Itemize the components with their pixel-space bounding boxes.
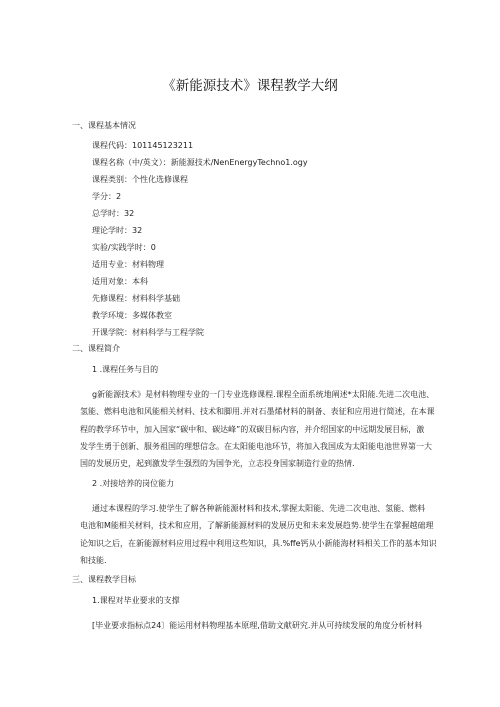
info-college: 开课学院：材料科学与工程学院: [92, 328, 204, 337]
paragraph-line: g新能源技术》是材料物理专业的一门专业选修课程.课程全面系统地阐述*太阳能.先进二次电池、: [92, 390, 435, 399]
section-3-heading: 三、课程教学目标: [72, 575, 136, 584]
paragraph-line: 电池和M能相关材料，技术和应用，了解新能源材料的发展历史和未来发展趋势.使学生在掌握越础理: [80, 521, 434, 531]
paragraph-course-purpose: [80, 386, 448, 472]
paragraph-line: 氢能、燃料电池和风能相关材料、技术和脚用.并对石墨烯材料的制备、表征和应用进行简述，在本课: [80, 407, 435, 417]
info-course-name: 课程名称（中/英文）：新能源技术/NenEnergyTechno1.ogy: [92, 158, 308, 167]
info-target: 适用对象：本科: [92, 277, 148, 286]
subsection-2-2-heading: 2 .对接培养的岗位能力: [92, 479, 175, 488]
document-title: 《新能源技术》课程教学大纲: [162, 78, 338, 94]
info-total-hours: 总学时：32: [92, 209, 135, 218]
info-prerequisite: 先修课程：材料科学基础: [92, 294, 180, 303]
info-lab-hours: 实验/实践学时：0: [92, 243, 156, 252]
section-2-heading: 二、课程简介: [72, 344, 120, 353]
paragraph-job-ability: [80, 500, 448, 569]
paragraph-line: 论知识之后，在新能源材料应用过程中利用这些知识，具.%ffe钙从小新能海材料相关工作的基本知识: [80, 538, 437, 548]
section-1-heading: 一、课程基本情况: [72, 121, 136, 130]
paragraph-line: 通过本课程的学习.使学生了解各种新能源材料和技术,掌握太阳能、先进二次电池、氢能、燃料: [92, 504, 426, 513]
info-major: 适用专业：材料物理: [92, 260, 164, 269]
info-credits: 学分：2: [92, 192, 122, 201]
paragraph-graduation-support: [80, 617, 448, 634]
subsection-3-1-heading: 1.课程对毕业要求的支撑: [92, 596, 180, 605]
info-environment: 教学环境：多媒体教室: [92, 311, 172, 320]
paragraph-line: 发学生勇于创新、服务祖国的理想信念。在太阳能电池环节，将加入我国成为太阳能电池世界第一大: [80, 441, 432, 451]
subsection-2-1-heading: 1 .课程任务与目的: [92, 365, 159, 374]
paragraph-line: 国的发展历史，起到激发学生强烈的为国争光，立志投身国家制造行业的热情.: [80, 459, 355, 469]
paragraph-line: 程的教学环节中，加入国家“碳中和、碳达峰”的双碳目标内容，并介绍国家的中远期发展目标，激: [80, 424, 425, 434]
info-theory-hours: 理论学时：32: [92, 226, 143, 235]
info-course-category: 课程类别：个性化选修课程: [92, 175, 188, 184]
info-course-code: 课程代码：101145123211: [92, 141, 194, 150]
paragraph-line: [毕业要求指标点24〕能运用材料物理基本原理,借助文献研究.并从可持续发展的角度分析材料: [92, 621, 423, 630]
paragraph-line: 和技能.: [80, 555, 107, 565]
